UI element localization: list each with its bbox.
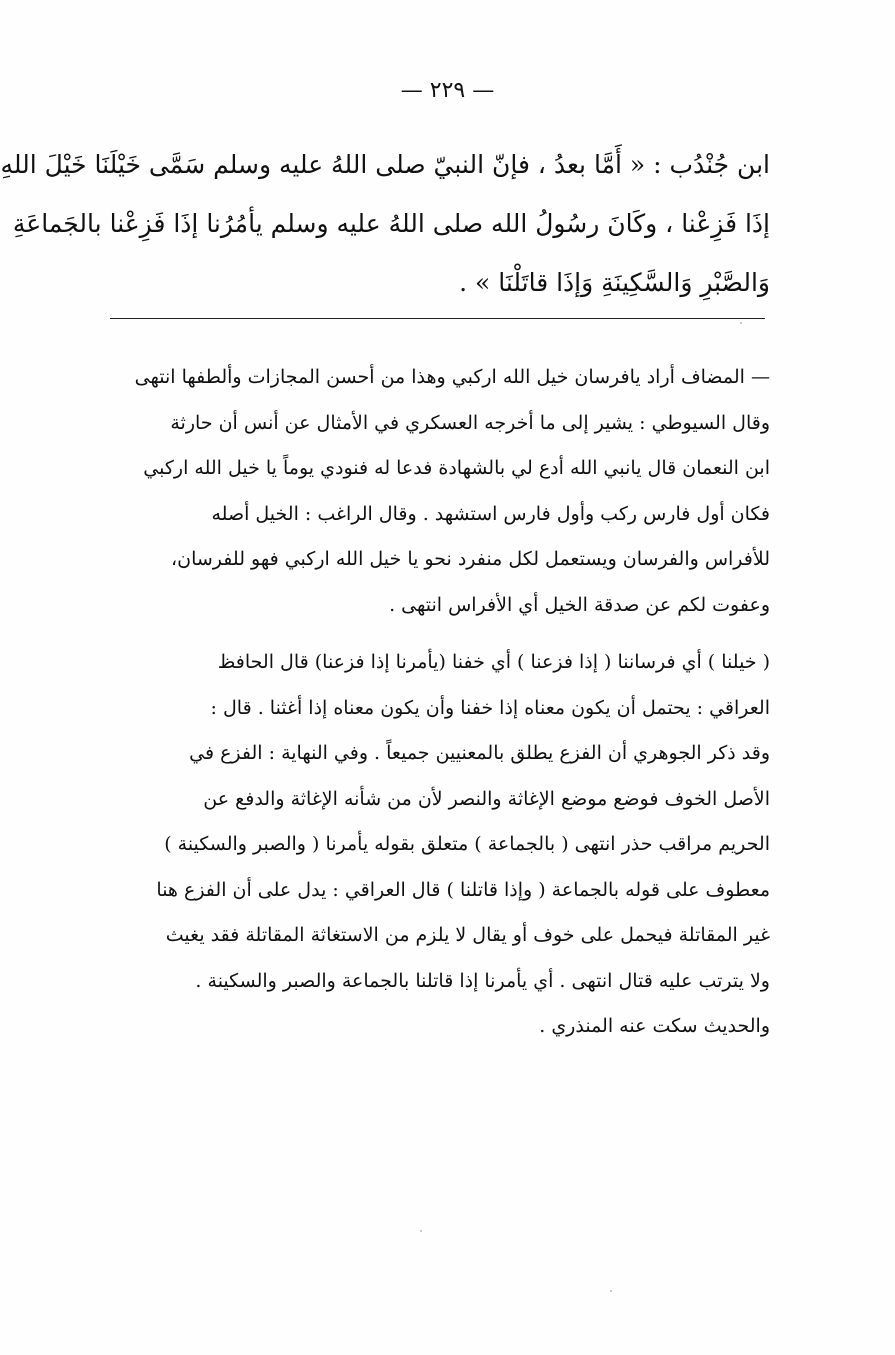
commentary-line: العراقي : يحتمل أن يكون معناه إذا خفنا وأن يكون معناه إذا أغثنا . قال : — [210, 696, 770, 719]
commentary — [115, 355, 770, 1050]
hadith-line: إذَا فَزِعْنا ، وكَانَ رسُولُ الله صلى اللهُ عليه وسلم يأمُرُنا إذَا فَزِعْنا بالجَماعَةِ — [12, 209, 770, 238]
paper-speck — [610, 1290, 612, 1292]
commentary-line: فكان أول فارس ركب وأول فارس استشهد . وقال الراغب : الخيل أصله — [211, 502, 770, 525]
paper-speck — [740, 322, 742, 324]
paragraph-gap — [115, 628, 770, 640]
commentary-line: ( خيلنا ) أي فرساننا ( إذا فزعنا ) أي خفنا (يأمرنا إذا فزعنا) قال الحافظ — [217, 651, 770, 673]
commentary-line: ولا يترتب عليه قتال انتهى . أي يأمرنا إذا قاتلنا بالجماعة والصبر والسكينة . — [195, 969, 770, 992]
hadith-line: ابن جُنْدُب : « أَمَّا بعدُ ، فإنّ النبيّ صلى اللهُ عليه وسلم سَمَّى خَيْلَنَا خَيْلَ اللهِ — [0, 150, 770, 179]
footnote-divider — [110, 318, 765, 319]
commentary-line: ابن النعمان قال يانبي الله أدع لي بالشهادة فدعا له فنودي يوماً يا خيل الله اركبي — [143, 457, 770, 479]
commentary-line: وعفوت لكم عن صدقة الخيل أي الأفراس انتهى . — [389, 593, 770, 616]
commentary-line: والحديث سكت عنه المنذري . — [539, 1015, 770, 1037]
commentary-line: — المضاف أراد يافرسان خيل الله اركبي وهذا من أحسن المجازات وألطفها انتهى — [134, 366, 770, 388]
commentary-line: وقال السيوطي : يشير إلى ما أخرجه العسكري في الأمثال عن أنس أن حارثة — [170, 411, 770, 434]
hadith-line: وَالصَّبْرِ وَالسَّكِينَةِ وَإذَا قاتَلْنَا » . — [459, 268, 770, 297]
commentary-line: للأفراس والفرسان ويستعمل لكل منفرد نحو يا خيل الله اركبي فهو للفرسان، — [171, 548, 770, 570]
commentary-line: الأصل الخوف فوضع موضع الإغاثة والنصر لأن من شأنه الإغاثة والدفع عن — [203, 787, 770, 810]
paper-speck — [420, 1230, 422, 1232]
commentary-line: وقد ذكر الجوهري أن الفزع يطلق بالمعنيين جميعاً . وفي النهاية : الفزع في — [189, 742, 770, 764]
page-number: — ٢٢٩ — — [400, 78, 495, 103]
hadith-text — [0, 135, 770, 312]
commentary-line: غير المقاتلة فيحمل على خوف أو يقال لا يلزم من الاستغاثة المقاتلة فقد يغيث — [165, 924, 770, 946]
commentary-line: الحريم مراقب حذر انتهى ( بالجماعة ) متعلق بقوله يأمرنا ( والصبر والسكينة ) — [164, 833, 770, 855]
commentary-line: معطوف على قوله بالجماعة ( وإذا قاتلنا ) قال العراقي : يدل على أن الفزع هنا — [156, 878, 770, 901]
